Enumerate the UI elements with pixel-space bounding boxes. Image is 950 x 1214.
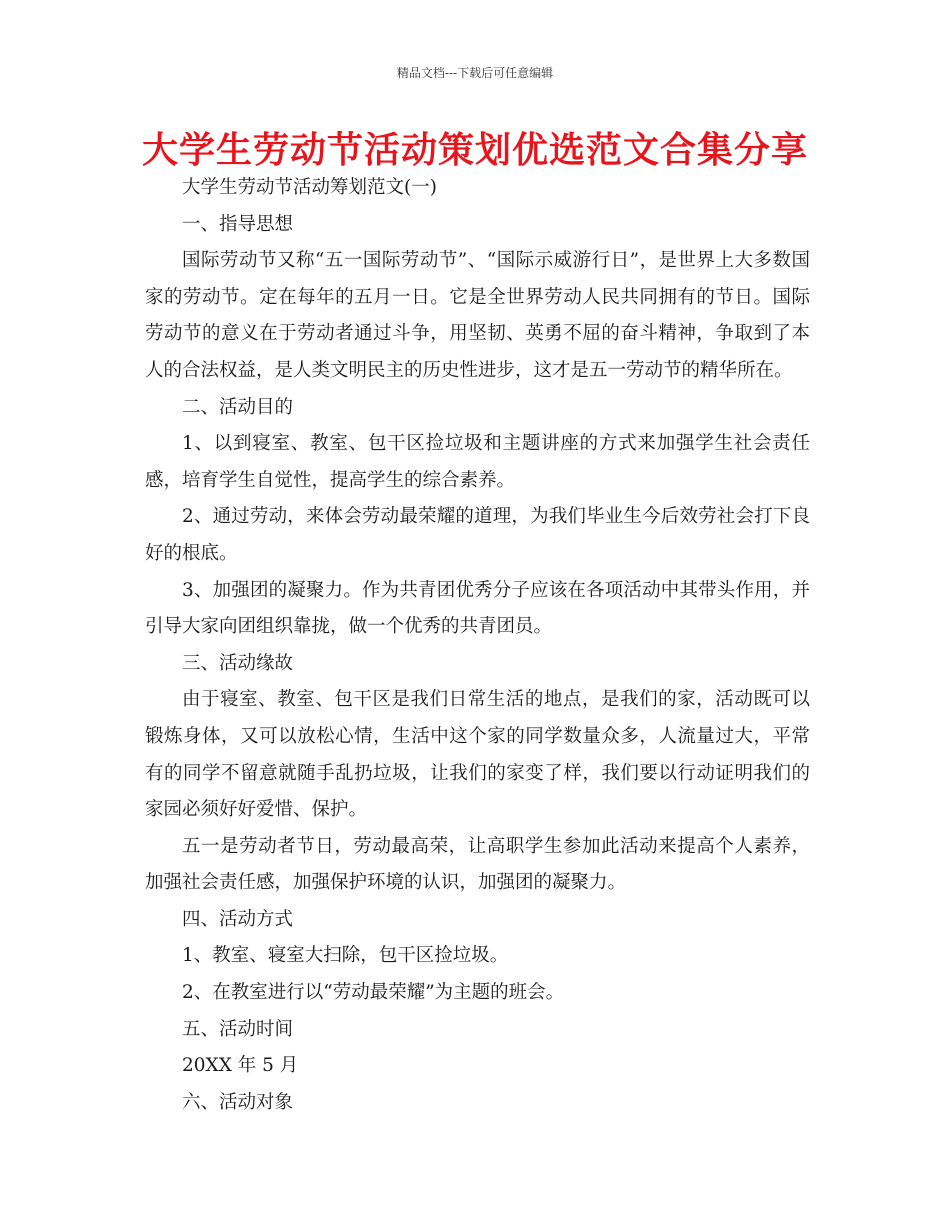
header-note: 精品文档---下载后可任意编辑 bbox=[396, 66, 554, 80]
subtitle: 大学生劳动节活动筹划范文(一) bbox=[182, 177, 437, 198]
paragraph: 1、以到寝室、教室、包干区捡垃圾和主题讲座的方式来加强学生社会责任感，培育学生自觉性，提高学生的综合素养。 bbox=[145, 433, 810, 491]
section-heading: 一、指导思想 bbox=[182, 213, 294, 235]
section-heading: 五、活动时间 bbox=[182, 1018, 294, 1040]
section-heading: 四、活动方式 bbox=[182, 908, 294, 930]
paragraph: 3、加强团的凝聚力。作为共青团优秀分子应该在各项活动中其带头作用，并引导大家向团组织靠拢，做一个优秀的共青团员。 bbox=[145, 579, 810, 638]
paragraph: 2、在教室进行以“劳动最荣耀”为主题的班会。 bbox=[182, 982, 565, 1004]
document-body bbox=[145, 170, 810, 1121]
paragraph: 1、教室、寝室大扫除，包干区捡垃圾。 bbox=[182, 945, 509, 967]
paragraph: 由于寝室、教室、包干区是我们日常生活的地点，是我们的家，活动既可以锻炼身体，又可以放松心情，生活中这个家的同学数量众多，人流量过大，平常有的同学不留意就随手乱扔垃圾，让我们的家变了样，我们要以行动证明我们的家园必须好好爱惜、保护。 bbox=[145, 689, 810, 821]
paragraph: 五一是劳动者节日，劳动最高荣，让高职学生参加此活动来提高个人素养，加强社会责任感，加强保护环境的认识，加强团的凝聚力。 bbox=[145, 835, 810, 894]
section-heading: 六、活动对象 bbox=[182, 1091, 294, 1113]
paragraph: 20XX 年 5 月 bbox=[182, 1055, 299, 1077]
document-title: 大学生劳动节活动策划优选范文合集分享 bbox=[141, 129, 808, 171]
section-heading: 三、活动缘故 bbox=[182, 652, 294, 674]
section-heading: 二、活动目的 bbox=[182, 396, 294, 418]
paragraph: 国际劳动节又称“五一国际劳动节”、“国际示威游行日”，是世界上大多数国家的劳动节。定在每年的五月一日。它是全世界劳动人民共同拥有的节日。国际劳动节的意义在于劳动者通过斗争，用坚韧、英勇不屈的奋斗精神，争取到了本人的合法权益，是人类文明民主的历史性进步，这才是五一劳动节的精华所在。 bbox=[145, 250, 810, 381]
paragraph: 2、通过劳动，来体会劳动最荣耀的道理，为我们毕业生今后效劳社会打下良好的根底。 bbox=[145, 506, 810, 564]
